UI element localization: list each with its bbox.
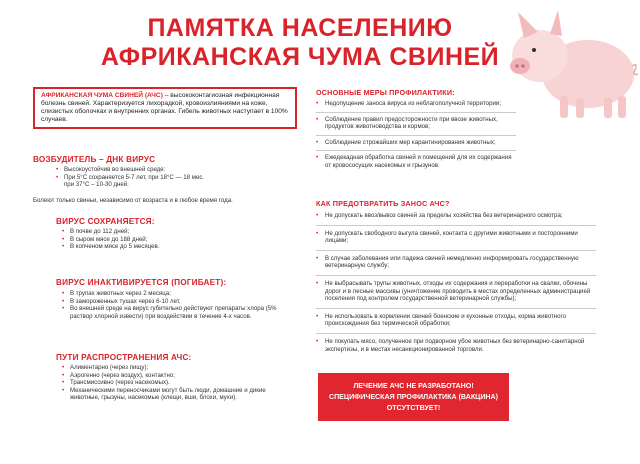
pathogen-heading: ВОЗБУДИТЕЛЬ – ДНК ВИРУС [33,155,156,164]
how-to-prevent-heading: КАК ПРЕДОТВРАТИТЬ ЗАНОС АЧС? [316,199,450,208]
pig-illustration [500,4,638,122]
list-item: • Аэрогенно (через воздух), контактно; [62,371,175,379]
divider [316,250,596,251]
list-item: • Недопущение заноса вируса из неблагополучной территории; [316,100,501,107]
divider [316,150,516,151]
bullet-icon: • [62,386,65,394]
bullet-icon: • [316,254,319,262]
divider [316,112,516,113]
prevention-list [316,100,516,170]
intro-definition-box [33,87,297,129]
inactivated-heading: ВИРУС ИНАКТИВИРУЕТСЯ (ПОГИБАЕТ): [56,278,227,287]
prevention-heading: ОСНОВНЫЕ МЕРЫ ПРОФИЛАКТИКИ: [316,88,455,97]
list-item: • Механическими переносчиками могут быть люди, домашние и дикие животные, грызуны, насекомые (клещи, вши, блохи, мухи). [62,386,266,402]
bullet-icon: • [316,138,319,146]
divider [316,275,596,276]
list-item: • При 5°С сохраняется 5-7 лет, при 18°С — 18 мес. [56,173,205,181]
warning-line3: ОТСУТСТВУЕТ! [386,403,441,412]
bullet-icon: • [62,235,65,243]
page-title-line1: ПАМЯТКА НАСЕЛЕНИЮ [147,14,453,42]
routes-list [62,364,287,402]
list-item: • Не использовать в кормлении свиней боенские и кухонные отходы, корма животного происхождения без термической обработки; [316,312,566,328]
list-item: • Алиментарно (через пищу); [62,364,149,371]
bullet-icon: • [316,100,319,107]
bullet-icon: • [62,371,65,379]
survives-list [62,228,292,251]
list-item: • В случае заболевания или падежа свиней немедленно информировать государственную ветеринарную службу; [316,254,579,270]
bullet-icon: • [56,173,59,181]
bullet-icon: • [316,154,319,162]
warning-box [318,373,509,421]
bullet-icon: • [62,297,65,305]
survives-heading: ВИРУС СОХРАНЯЕТСЯ: [56,217,155,226]
list-item: • Трансмиссивно (через насекомых). [62,379,170,387]
warning-line1: ЛЕЧЕНИЕ АЧС НЕ РАЗРАБОТАНО! [353,381,474,390]
list-item: • Не допускать свободного выгула свиней, контакта с другими животными и посторонними лицами; [316,229,578,245]
bullet-icon: • [62,228,65,235]
pathogen-continuation: при 37°С – 10-30 дней. [64,181,129,189]
warning-line2: СПЕЦИФИЧЕСКАЯ ПРОФИЛАКТИКА (ВАКЦИНА) [328,392,499,401]
bullet-icon: • [316,312,319,320]
list-item: • Соблюдение правил предосторожности при ввозе животных, продуктов животноводства и кормов; [316,115,498,131]
bullet-icon: • [56,166,59,173]
list-item: • Не выбрасывать трупы животных, отходы их содержания и переработки на свалки, обочины дорог и в лесные массивы (уничтожение проводить в местах определенных администрацией поселения под контролем государственной ветеринарной службы); [316,279,591,303]
divider [316,135,516,136]
intro-highlight: АФРИКАНСКАЯ ЧУМА СВИНЕЙ (АЧС) [41,92,163,99]
list-item: • В трупах животных через 2 месяца; [62,290,171,297]
pathogen-note: Болеют только свиньи, независимо от возраста и в любое время года. [33,197,233,204]
bullet-icon: • [316,337,319,345]
divider [316,308,596,309]
list-item: • В копченом мясе до 5 месяцев. [62,243,160,251]
bullet-icon: • [62,379,65,387]
pathogen-list [56,166,296,189]
bullet-icon: • [316,115,319,123]
list-item: • В замороженных тушах через 6-10 лет. [62,297,181,305]
list-item: • Высокоустойчив во внешней среде: [56,166,166,173]
list-item: • Не допускать ввоз/вывоз свиней за пределы хозяйства без ветеринарного осмотра; [316,212,563,219]
list-item: • Соблюдение строжайших мер карантинирования животных; [316,138,496,146]
routes-heading: ПУТИ РАСПРОСТРАНЕНИЯ АЧС: [56,353,192,362]
how-to-prevent-list [316,212,596,353]
bullet-icon: • [316,229,319,237]
list-item: • Не покупать мясо, полученное при подворном убое животных без ветеринарно-санитарной экспертизы, и в местах несанкционированной торговли. [316,337,585,353]
bullet-icon: • [62,290,65,297]
list-item: • В сыром мясе до 188 дней; [62,235,148,243]
page-title-line2: АФРИКАНСКАЯ ЧУМА СВИНЕЙ [100,43,500,71]
list-item: • Ежедекадная обработка свиней и помещений для их содержания от кровососущих насекомых и грызунов. [316,154,512,169]
bullet-icon: • [316,279,319,287]
list-item: • В почве до 112 дней; [62,228,130,235]
list-item: • Во внешней среде на вирус губительно действуют препараты хлора (5% раствор хлорной извести) при воздействии в течение 4-х часов. [62,305,277,320]
divider [316,225,596,226]
bullet-icon: • [316,212,319,219]
bullet-icon: • [62,305,65,313]
divider [316,333,596,334]
bullet-icon: • [62,243,65,251]
intro-text: – высококонтагиозная инфекционная болезнь свиней. Характеризуется лихорадкой, кровоизлияниями на коже, слизистых оболочках и внутренних органах. Гибель животных наступает в 100% случаев. [41,92,288,123]
bullet-icon: • [62,364,65,371]
inactivated-list [62,290,287,320]
